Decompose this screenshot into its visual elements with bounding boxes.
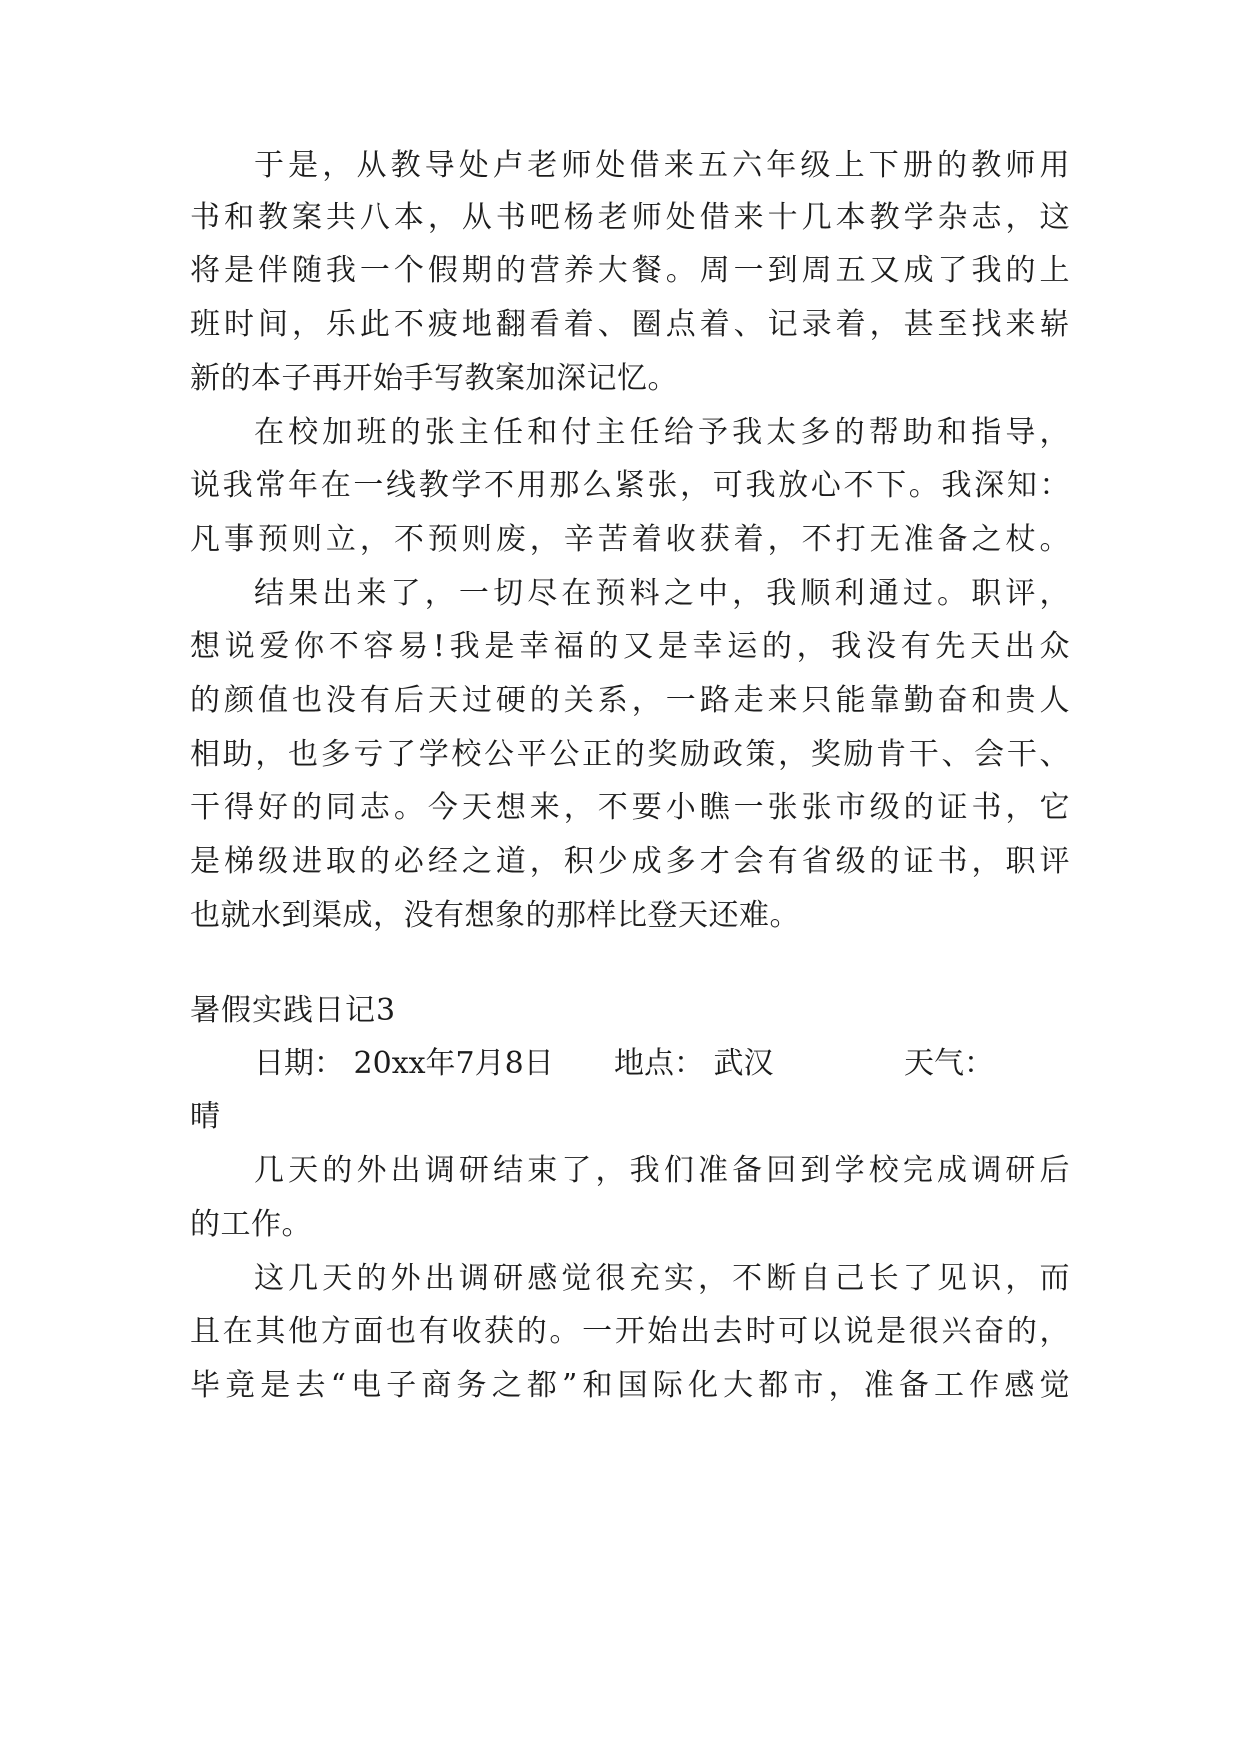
paragraph-line: 干得好的同志。今天想来，不要小瞧一张张市级的证书，它 <box>190 790 1070 825</box>
paragraph-line: 新的本子再开始手写教案加深记忆。 <box>190 361 678 396</box>
diary-weather-value: 晴 <box>190 1099 221 1134</box>
paragraph-line: 结果出来了，一切尽在预料之中，我顺利通过。职评， <box>254 576 1070 611</box>
paragraph-line: 且在其他方面也有收获的。一开始出去时可以说是很兴奋的， <box>190 1314 1070 1349</box>
paragraph-line: 说我常年在一线教学不用那么紧张，可我放心不下。我深知： <box>190 468 1070 503</box>
paragraph-line: 凡事预则立，不预则废，辛苦着收获着，不打无准备之杖。 <box>190 522 1070 557</box>
paragraph-line: 在校加班的张主任和付主任给予我太多的帮助和指导， <box>254 415 1070 450</box>
paragraph-line: 也就水到渠成，没有想象的那样比登天还难。 <box>190 898 800 933</box>
diary-meta-row <box>254 1044 1070 1084</box>
paragraph-line: 班时间，乐此不疲地翻看着、圈点着、记录着，甚至找来崭 <box>190 307 1070 342</box>
diary-weather-label: 天气： <box>904 1046 994 1081</box>
paragraph-line: 是梯级进取的必经之道，积少成多才会有省级的证书，职评 <box>190 844 1070 879</box>
paragraph-line: 书和教案共八本，从书吧杨老师处借来十几本教学杂志，这 <box>190 200 1070 235</box>
diary-place: 地点： 武汉 <box>614 1046 774 1081</box>
paragraph-line: 将是伴随我一个假期的营养大餐。周一到周五又成了我的上 <box>190 253 1070 288</box>
paragraph-line: 几天的外出调研结束了，我们准备回到学校完成调研后 <box>254 1153 1070 1188</box>
paragraph-line: 想说爱你不容易!我是幸福的又是幸运的，我没有先天出众 <box>190 629 1070 664</box>
diary-date: 日期： 20xx年7月8日 <box>254 1046 554 1081</box>
paragraph-line: 毕竟是去“电子商务之都”和国际化大都市，准备工作感觉 <box>190 1368 1070 1403</box>
section-heading: 暑假实践日记3 <box>190 993 397 1028</box>
paragraph-line: 于是，从教导处卢老师处借来五六年级上下册的教师用 <box>254 148 1070 183</box>
paragraph-line: 相助，也多亏了学校公平公正的奖励政策，奖励肯干、会干、 <box>190 737 1070 772</box>
paragraph-line: 的工作。 <box>190 1207 312 1242</box>
paragraph-line: 的颜值也没有后天过硬的关系，一路走来只能靠勤奋和贵人 <box>190 683 1070 718</box>
paragraph-line: 这几天的外出调研感觉很充实，不断自己长了见识，而 <box>254 1261 1070 1296</box>
